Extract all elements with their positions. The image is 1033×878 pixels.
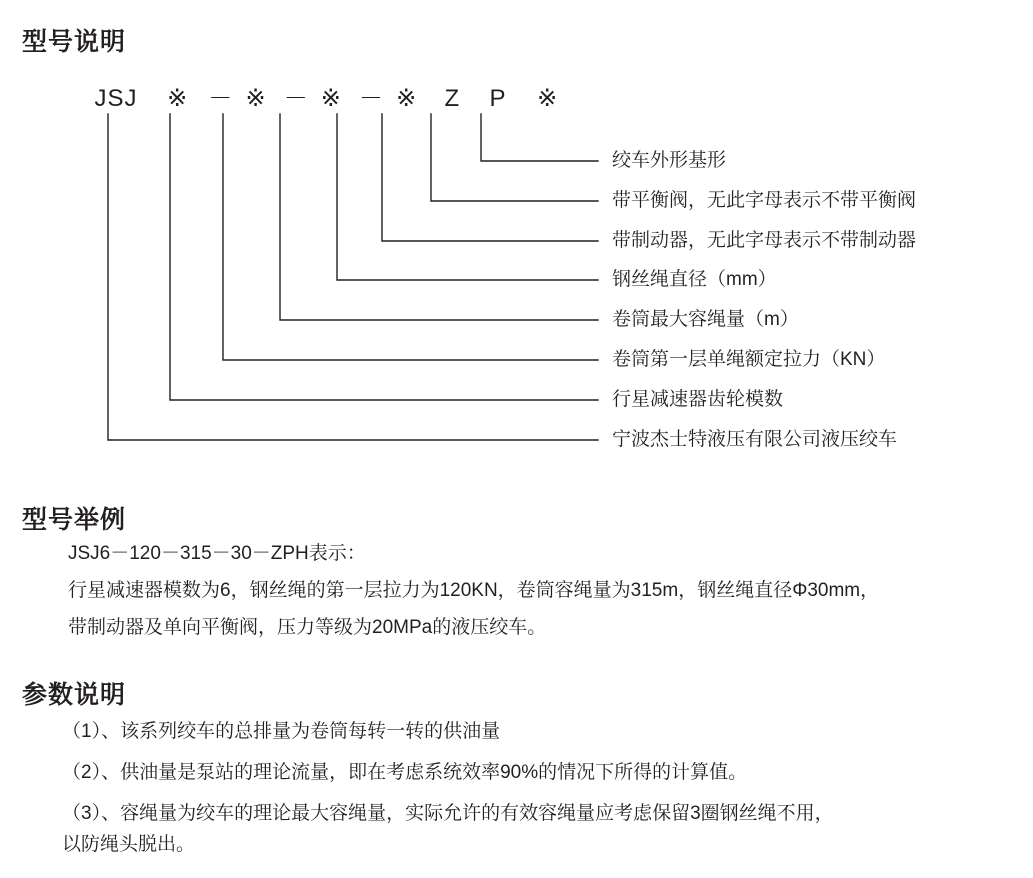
example-line-2: 行星减速器模数为6，钢丝绳的第一层拉力为120KN，卷筒容绳量为315m，钢丝绳直径Φ30mm， [68, 580, 880, 601]
section-title-model-example: 型号举例 [22, 506, 127, 534]
code-token-1: ※ [167, 85, 189, 112]
code-token-jsj: JSJ [94, 85, 138, 112]
leader-label-winch-shape: 绞车外形基形 [612, 150, 727, 171]
leader-lines [0, 70, 1033, 470]
code-dash-2: － [283, 85, 309, 112]
leader-label-gear-module: 行星减速器齿轮模数 [612, 389, 784, 410]
code-token-p: P [489, 85, 507, 112]
section-title-parameter-description: 参数说明 [22, 681, 127, 709]
parameter-list [62, 718, 1022, 872]
leader-label-rope-capacity: 卷筒最大容绳量（m） [612, 309, 799, 330]
parameter-item-3-continued: 以防绳头脱出。 [62, 834, 196, 855]
code-token-5: ※ [537, 85, 559, 112]
leader-label-balance-valve: 带平衡阀，无此字母表示不带平衡阀 [612, 190, 917, 211]
example-line-3: 带制动器及单向平衡阀，压力等级为20MPa的液压绞车。 [68, 617, 547, 638]
leader-label-first-layer-pull: 卷筒第一层单绳额定拉力（KN） [612, 349, 886, 370]
example-line-1: JSJ6－120－315－30－ZPH表示： [68, 543, 366, 564]
leader-label-company: 宁波杰士特液压有限公司液压绞车 [612, 429, 898, 450]
code-token-3: ※ [320, 85, 342, 112]
leader-label-rope-diameter: 钢丝绳直径（mm） [612, 269, 777, 290]
leader-label-brake: 带制动器，无此字母表示不带制动器 [612, 230, 917, 251]
section-title-model-description: 型号说明 [22, 28, 127, 56]
code-token-z: Z [444, 85, 461, 112]
code-token-4: ※ [396, 85, 418, 112]
parameter-item-1: （1）、该系列绞车的总排量为卷筒每转一转的供油量 [62, 721, 501, 742]
model-code-diagram [0, 70, 1033, 470]
code-token-2: ※ [245, 85, 267, 112]
code-dash-3: － [359, 85, 385, 112]
parameter-item-3: （3）、容绳量为绞车的理论最大容绳量，实际允许的有效容绳量应考虑保留3圈钢丝绳不用， [62, 803, 834, 824]
model-example-block [68, 540, 1018, 651]
code-dash-1: － [208, 85, 234, 112]
parameter-item-2: （2）、供油量是泵站的理论流量，即在考虑系统效率90%的情况下所得的计算值。 [62, 762, 748, 783]
